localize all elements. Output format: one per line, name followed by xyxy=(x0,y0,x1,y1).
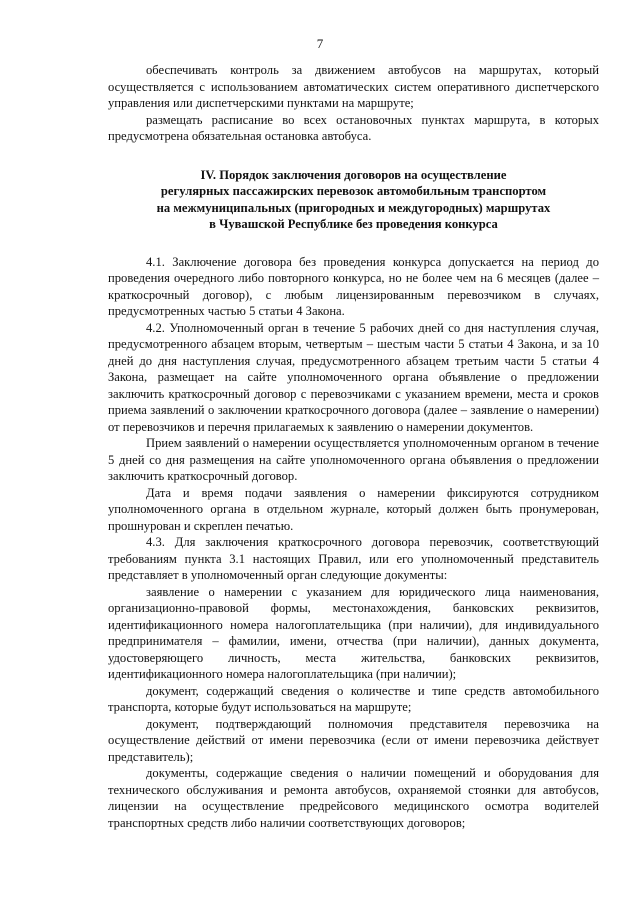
section-heading-line: IV. Порядок заключения договоров на осуществление xyxy=(200,167,507,182)
document-body xyxy=(108,62,599,831)
section-heading xyxy=(108,167,599,233)
paragraph-control-buses: обеспечивать контроль за движением автобусов на маршрутах, который осуществляется с использованием автоматических систем оперативного диспетчерского управления или диспетчерскими пунктами на маршруте; xyxy=(108,63,599,110)
page-number: 7 xyxy=(316,36,324,51)
paragraph-4-2: 4.2. Уполномоченный орган в течение 5 рабочих дней со дня наступления случая, предусмотренного абзацем вторым, четвертым – шестым части 5 статьи 4 Закона, и за 10 дней до дня наступления случая, предусмотренного абзацем третьим части 5 статьи 4 Закона, размещает на сайте уполномоченного органа объявление о предложении заключить краткосрочный договор с перевозчиками с указанием времени, места и сроков приема заявлений о заключении краткосрочного договора (далее – заявление о намерении) от перевозчиков и перечня прилагаемых к заявлению о намерении документов. xyxy=(108,320,599,434)
paragraph-document-statement: заявление о намерении с указанием для юридического лица наименования, организационно-правовой формы, местонахождения, банковских реквизитов, идентификационного номера налогоплательщика (при наличии), для индивидуального предпринимателя – фамилии, имени, отчества (при наличии), данных документа, удостоверяющего личность, места жительства, банковских реквизитов, идентификационного номера налогоплательщика (при наличии); xyxy=(108,584,599,681)
paragraph-document-vehicles: документ, содержащий сведения о количестве и типе средств автомобильного транспорта, которые будут использоваться на маршруте; xyxy=(108,683,599,714)
paragraph-application-intake: Прием заявлений о намерении осуществляется уполномоченным органом в течение 5 дней со дня размещения на сайте уполномоченного органа объявления о предложении заключить краткосрочный договор. xyxy=(108,436,599,483)
paragraph-4-1: 4.1. Заключение договора без проведения конкурса допускается на период до проведения очередного либо повторного конкурса, но не более чем на 6 месяцев (далее – краткосрочный договор), с любым лицензированным перевозчиком в случаях, предусмотренных частью 5 статьи 4 Закона. xyxy=(108,254,599,318)
paragraph-4-3: 4.3. Для заключения краткосрочного договора перевозчик, соответствующий требованиям пункта 3.1 настоящих Правил, или его уполномоченный представитель представляет в уполномоченный орган следующие документы: xyxy=(108,535,599,582)
paragraph-document-authority: документ, подтверждающий полномочия представителя перевозчика на осуществление действий от имени перевозчика (если от имени перевозчика действует представитель); xyxy=(108,716,599,764)
section-heading-line: в Чувашской Республике без проведения конкурса xyxy=(209,217,498,231)
section-heading-line: на межмуниципальных (пригородных и междугородных) маршрутах xyxy=(156,200,551,215)
paragraph-post-schedule: размещать расписание во всех остановочных пунктах маршрута, в которых предусмотрена обязательная остановка автобуса. xyxy=(108,112,599,143)
paragraph-application-journal: Дата и время подачи заявления о намерении фиксируются сотрудником уполномоченного органа в отдельном журнале, который должен быть пронумерован, прошнурован и скреплен печатью. xyxy=(108,485,599,533)
paragraph-document-facilities: документы, содержащие сведения о наличии помещений и оборудования для технического обслуживания и ремонта автобусов, охраняемой стоянки для автобусов, лицензии на осуществление предрейсового медицинского осмотра водителей транспортных средств либо наличии соответствующих договоров; xyxy=(108,766,599,830)
section-heading-line: регулярных пассажирских перевозок автомобильным транспортом xyxy=(160,184,547,198)
